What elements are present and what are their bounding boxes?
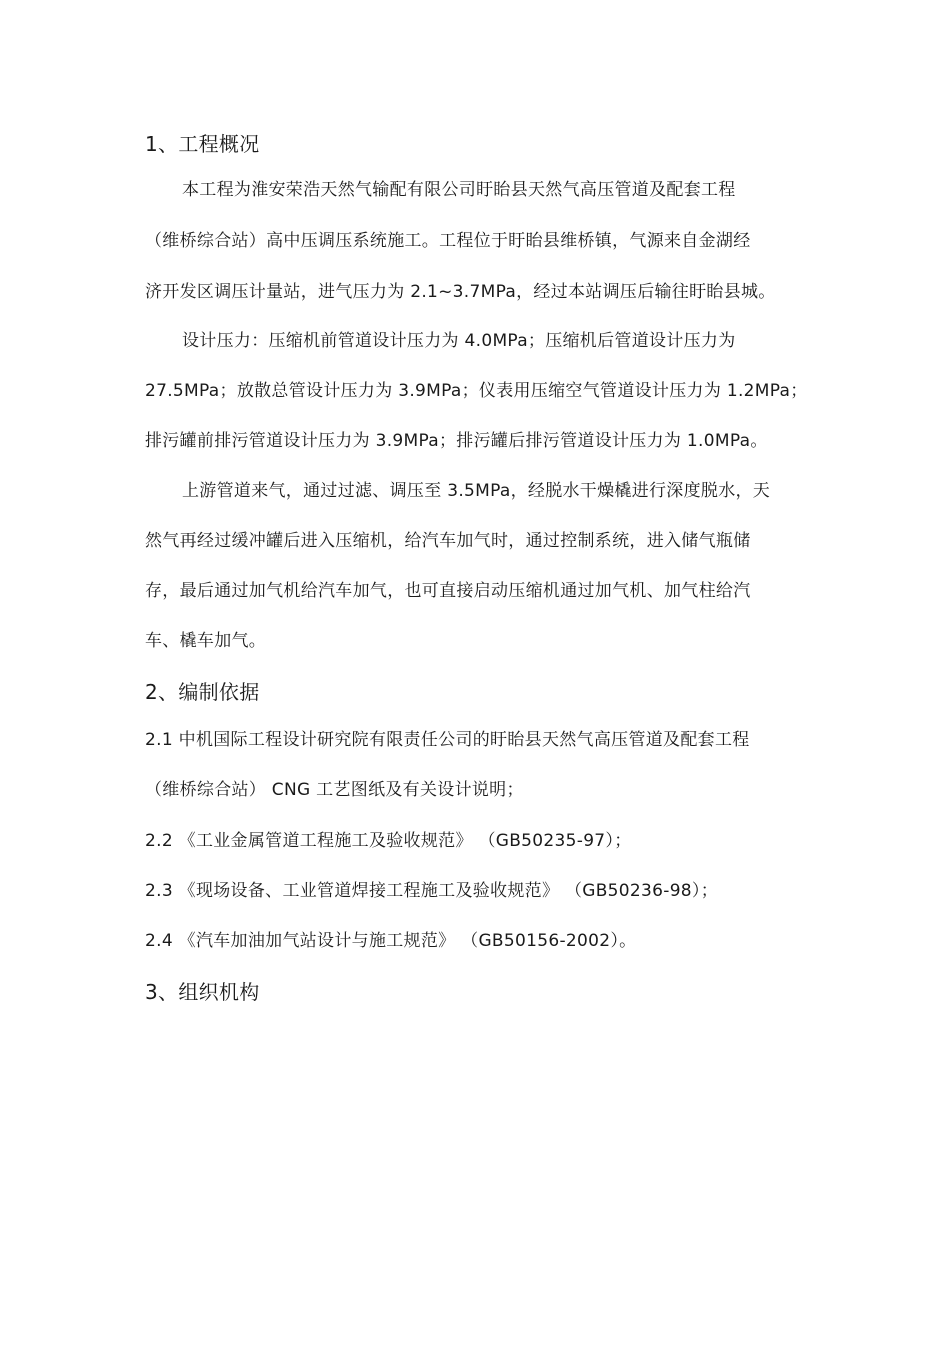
s2-item-3: 2.3 《现场设备、工业管道焊接工程施工及验收规范》 （GB50236-98）；: [145, 881, 719, 901]
s2-item-2: 2.2 《工业金属管道工程施工及验收规范》 （GB50235-97）；: [145, 831, 632, 851]
s1-p3-line-1: 上游管道来气，通过过滤、调压至 3.5MPa，经脱水干燥橇进行深度脱水，天: [182, 481, 771, 501]
section-2-heading: 2、编制依据: [145, 680, 260, 704]
s2-item-1-line-1: 2.1 中机国际工程设计研究院有限责任公司的盱眙县天然气高压管道及配套工程: [145, 730, 750, 750]
s1-p2-line-1: 设计压力：压缩机前管道设计压力为 4.0MPa；压缩机后管道设计压力为: [182, 331, 736, 351]
s1-p3-line-3: 存，最后通过加气机给汽车加气，也可直接启动压缩机通过加气机、加气柱给汽: [145, 581, 751, 601]
section-1-heading: 1、工程概况: [145, 132, 260, 156]
s1-p1-line-1: 本工程为淮安荣浩天然气输配有限公司盱眙县天然气高压管道及配套工程: [182, 180, 736, 200]
s1-p2-line-2: 27.5MPa；放散总管设计压力为 3.9MPa；仪表用压缩空气管道设计压力为 1.2MPa；: [145, 381, 808, 401]
s1-p1-line-3: 济开发区调压计量站，进气压力为 2.1~3.7MPa，经过本站调压后输往盱眙县城。: [145, 282, 776, 302]
s1-p3-line-2: 然气再经过缓冲罐后进入压缩机，给汽车加气时，通过控制系统，进入储气瓶储: [145, 531, 751, 551]
s1-p3-line-4: 车、橇车加气。: [145, 631, 267, 651]
section-3-heading: 3、组织机构: [145, 980, 260, 1004]
s2-item-4: 2.4 《汽车加油加气站设计与施工规范》 （GB50156-2002）。: [145, 931, 637, 951]
s1-p2-line-3: 排污罐前排污管道设计压力为 3.9MPa；排污罐后排污管道设计压力为 1.0MPa。: [145, 431, 768, 451]
s2-item-1-line-2: （维桥综合站） CNG 工艺图纸及有关设计说明；: [145, 780, 524, 800]
s1-p1-line-2: （维桥综合站）高中压调压系统施工。工程位于盱眙县维桥镇，气源来自金湖经: [145, 231, 751, 251]
